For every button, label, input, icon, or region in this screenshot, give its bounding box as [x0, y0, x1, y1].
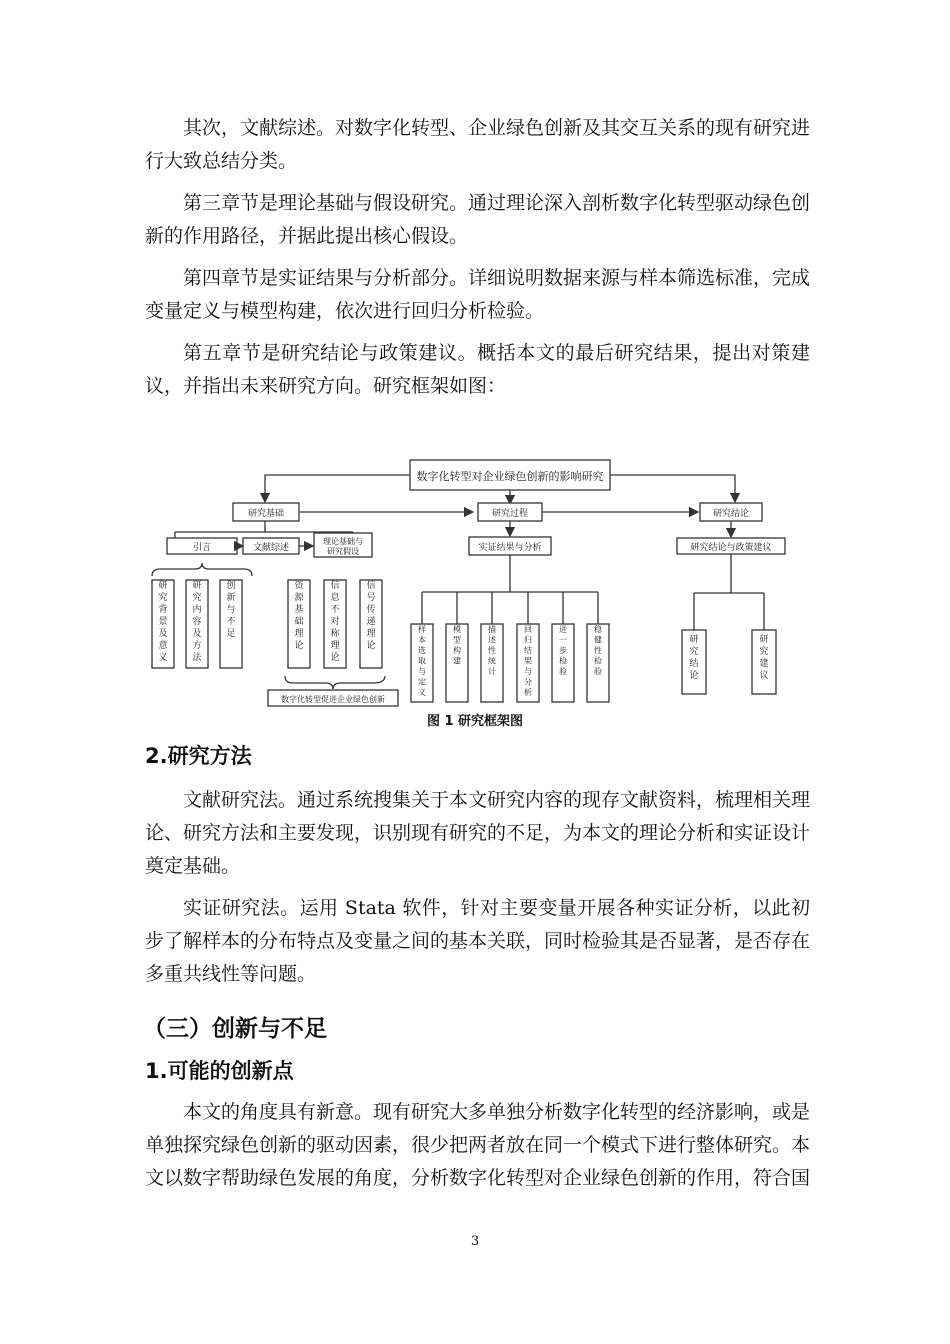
process-child-label-3: 描述性统计: [488, 625, 496, 676]
process-child-label-1: 样本选取与定义: [418, 625, 426, 697]
conclusion-child-label-2: 研究建议: [759, 635, 769, 681]
paragraph-chapter-three: 第三章节是理论基础与假设研究。通过理论深入剖析数字化转型驱动绿色创新的作用路径，并据此提出核心假设。: [145, 192, 811, 247]
theory-summary-label: 数字化转型促进企业绿色创新: [281, 695, 385, 704]
research-framework-diagram: [140, 452, 810, 710]
intro-child-label-2: 研究内容及方法: [192, 581, 202, 663]
heading-innovation-shortcomings: （三）创新与不足: [143, 1016, 327, 1042]
paragraph-literature-method: 文献研究法。通过系统搜集关于本文研究内容的现存文献资料，梳理相关理论、研究方法和主要发现，识别现有研究的不足，为本文的理论分析和实证设计奠定基础。: [145, 789, 811, 877]
paragraph-chapter-four: 第四章节是实证结果与分析部分。详细说明数据来源与样本筛选标准，完成变量定义与模型构建，依次进行回归分析检验。: [145, 267, 811, 322]
intro-child-label-1: 研究背景及意义: [158, 581, 168, 663]
paragraph-literature-review: 其次，文献综述。对数字化转型、企业绿色创新及其交互关系的现有研究进行大致总结分类。: [145, 117, 811, 172]
theory-child-label-2: 信息不对称理论: [330, 581, 340, 663]
theory-child-label-3: 信号传递理论: [366, 581, 376, 651]
process-child-label-4: 回归结果与分析: [524, 625, 532, 697]
review-label: 文献综述: [252, 543, 290, 553]
theory-label-line2: 研究假设: [327, 547, 359, 556]
intro-child-label-3: 创新与不足: [226, 581, 236, 639]
root-label: 数字化转型对企业绿色创新的影响研究: [416, 470, 604, 483]
figure-caption: 图 1 研究框架图: [426, 714, 524, 729]
paragraph-empirical-method: 实证研究法。运用 Stata 软件，针对主要变量开展各种实证分析，以此初步了解样本的分布特点及变量之间的基本关联，同时检验其是否显著，是否存在多重共线性等问题。: [145, 897, 811, 985]
process-title-label: 实证结果与分析: [478, 543, 542, 553]
conclusion-label: 研究结论: [712, 509, 750, 519]
process-child-label-2: 模型构建: [453, 625, 461, 666]
heading-innovation-points: 1.可能的创新点: [145, 1059, 294, 1083]
theory-label-line1: 理论基础与: [323, 537, 363, 546]
process-child-label-6: 稳健性检验: [594, 625, 602, 676]
basis-label: 研究基础: [247, 509, 285, 519]
paragraph-innovation-angle: 本文的角度具有新意。现有研究大多单独分析数字化转型的经济影响，或是单独探究绿色创新的驱动因素，很少把两者放在同一个模式下进行整体研究。本文以数字帮助绿色发展的角度，分析数字化转型对企业绿色创新的作用，符合国: [145, 1101, 811, 1189]
heading-research-methods: 2.研究方法: [145, 744, 252, 768]
theory-child-label-1: 资源基础理论: [294, 581, 304, 651]
paragraph-chapter-five: 第五章节是研究结论与政策建议。概括本文的最后研究结果，提出对策建议，并指出未来研究方向。研究框架如图：: [145, 342, 810, 397]
conclusion-child-label-1: 研究结论: [689, 635, 699, 681]
page-number: 3: [470, 1234, 480, 1249]
intro-label: 引言: [192, 543, 212, 553]
conclusion-title-label: 研究结论与政策建议: [690, 543, 772, 553]
process-label: 研究过程: [491, 509, 529, 519]
process-child-label-5: 进一步检验: [559, 625, 567, 676]
